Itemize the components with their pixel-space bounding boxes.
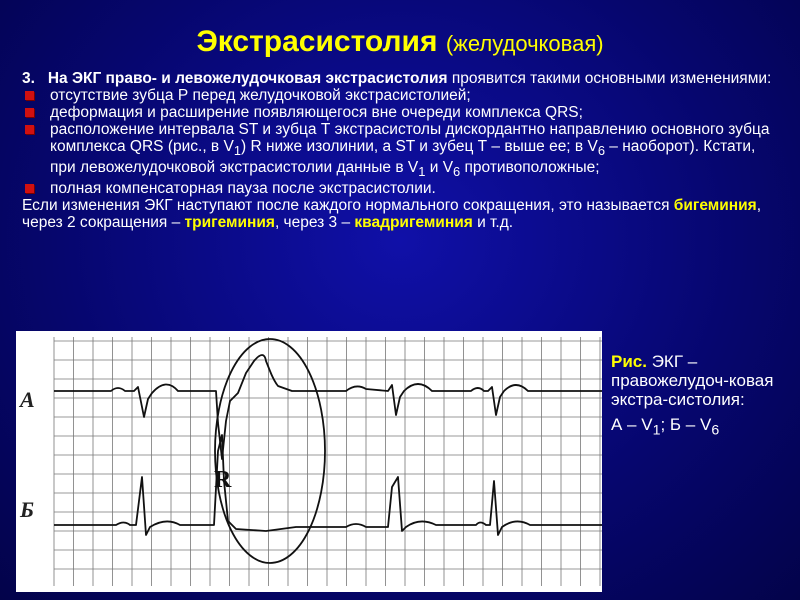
bullet-item-2 bbox=[22, 104, 782, 121]
bullet-text-3-mid3: и V bbox=[425, 159, 454, 177]
bullet-item-3 bbox=[22, 121, 782, 180]
term-bigeminy: бигеминия bbox=[673, 197, 757, 215]
term-trigeminy: тригеминия bbox=[184, 214, 275, 232]
subscript-v6-b: 6 bbox=[453, 164, 461, 180]
bullet-square-icon bbox=[25, 108, 34, 117]
ecg-grid bbox=[54, 337, 602, 586]
item-lead-rest: проявится такими основными изменениями: bbox=[447, 70, 772, 87]
slide-content bbox=[22, 70, 782, 231]
bullet-text-3: расположение интервала ST и зубца Т экстрасистолы дискордантно направлению основного зубца комплекса QRS (рис., в V bbox=[50, 121, 770, 155]
ecg-figure bbox=[16, 331, 602, 592]
lead-b-label: Б bbox=[20, 497, 34, 522]
ecg-trace-b bbox=[54, 435, 602, 535]
bullet-item-4 bbox=[22, 180, 782, 197]
subscript-v1: 1 bbox=[233, 143, 241, 159]
caption-lead-sep: ; Б – V bbox=[660, 415, 712, 434]
footer-part-1: Если изменения ЭКГ наступают после каждого нормального сокращения, это называется bbox=[22, 197, 674, 215]
footer-paragraph bbox=[22, 197, 782, 231]
caption-lead-a: А – V bbox=[611, 415, 653, 434]
footer-part-2: , через 2 сокращения – bbox=[22, 197, 761, 232]
item-number: 3. bbox=[22, 70, 35, 87]
subscript-v6: 6 bbox=[597, 143, 605, 159]
item-lead-bold: На ЭКГ право- и левожелудочковая экстрасистолия bbox=[47, 70, 448, 87]
r-wave-label: R bbox=[214, 467, 232, 493]
caption-text: ЭКГ – правожелудоч-ковая экстра-систолия: bbox=[611, 352, 774, 409]
numbered-item bbox=[22, 70, 782, 87]
caption-prefix: Рис. bbox=[611, 352, 647, 371]
footer-part-4: и т.д. bbox=[472, 214, 514, 232]
bullet-text-3-mid: ) R ниже изолинии, а ST и зубец Т – выше ее; в V bbox=[241, 138, 598, 155]
caption-lead-b-sub: 6 bbox=[711, 422, 720, 439]
footer-part-3: , через 3 – bbox=[274, 214, 355, 232]
bullet-text-3-mid2: – наоборот). Кстати, при левожелудочковой экстрасистолии данные в V bbox=[50, 138, 756, 177]
bullet-text-2: деформация и расширение появляющегося вне очереди комплекса QRS; bbox=[50, 104, 583, 121]
bullet-text-3-end: противоположные; bbox=[460, 159, 600, 177]
ecg-strip-svg bbox=[16, 331, 602, 592]
bullet-text-4: полная компенсаторная пауза после экстрасистолии. bbox=[50, 180, 436, 198]
slide-title-sub: (желудочковая) bbox=[445, 31, 604, 56]
bullet-square-icon bbox=[25, 125, 34, 134]
figure-caption bbox=[611, 352, 796, 440]
lead-a-label: А bbox=[20, 387, 35, 412]
caption-lead-a-sub: 1 bbox=[652, 422, 661, 439]
ecg-trace-a bbox=[54, 355, 602, 459]
slide-title-main: Экстрасистолия bbox=[196, 25, 438, 58]
bullet-square-icon bbox=[25, 91, 34, 100]
slide-title bbox=[0, 24, 800, 62]
bullet-text-1: отсутствие зубца Р перед желудочковой экстрасистолией; bbox=[50, 87, 471, 104]
caption-leads bbox=[611, 415, 796, 440]
bullet-item-1 bbox=[22, 87, 782, 104]
subscript-v1-b: 1 bbox=[418, 164, 426, 180]
term-quadrigeminy: квадригеминия bbox=[354, 214, 473, 232]
bullet-square-icon bbox=[25, 184, 34, 193]
